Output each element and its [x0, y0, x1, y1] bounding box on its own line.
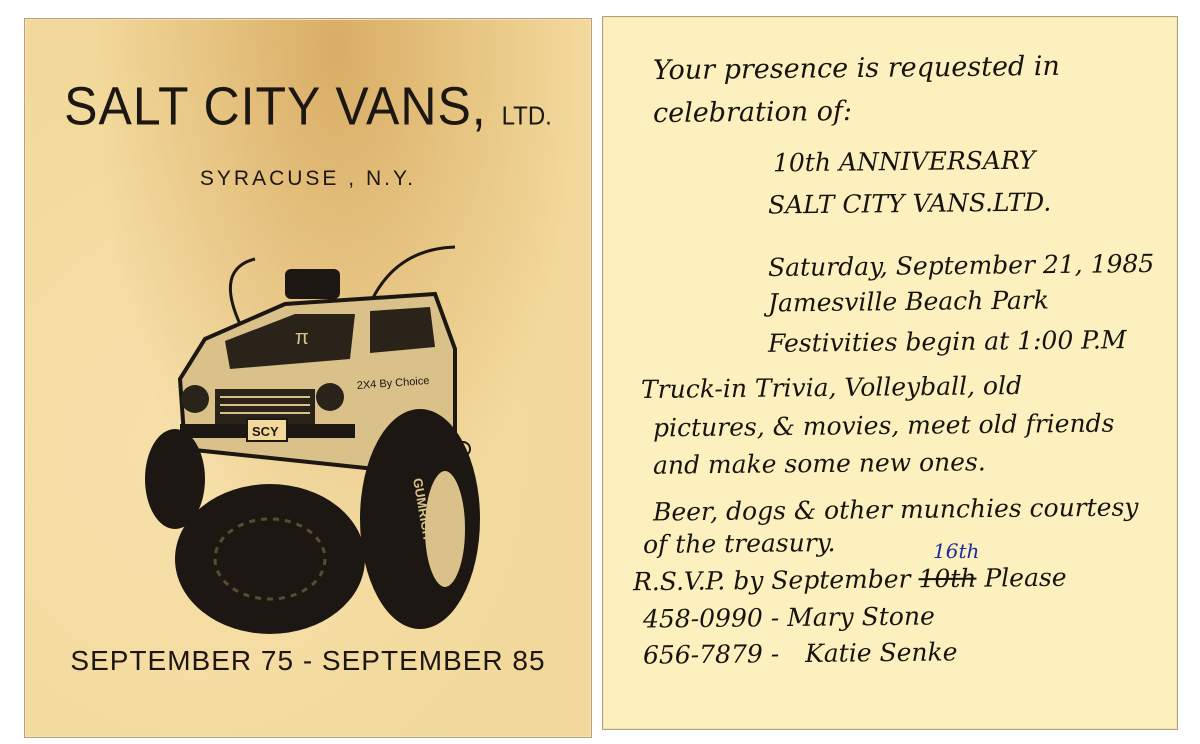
rsvp-prefix: R.S.V.P. by September	[632, 564, 911, 597]
activities-line-3: and make some new ones.	[652, 447, 986, 480]
date-line: Saturday, September 21, 1985	[767, 248, 1155, 283]
activities-line-2: pictures, & movies, meet old friends	[652, 408, 1115, 443]
time-line: Festivities begin at 1:00 P.M	[767, 325, 1127, 358]
food-line-1: Beer, dogs & other munchies courtesy	[652, 492, 1139, 527]
place-line: Jamesville Beach Park	[767, 285, 1050, 318]
food-line-2: of the treasury.	[642, 527, 836, 560]
contact-2-name: Katie Senke	[804, 637, 958, 668]
rsvp-line	[633, 563, 1067, 597]
rsvp-crossed-date: 10th	[918, 563, 977, 594]
svg-text:π: π	[295, 327, 309, 349]
contact-1-phone: 458-0990 -	[642, 603, 780, 634]
cover-title	[25, 75, 591, 138]
contact-1	[643, 601, 935, 633]
rsvp-suffix: Please	[984, 562, 1067, 593]
cover-title-suffix: LTD.	[501, 101, 552, 131]
intro-line-1: Your presence is requested in	[652, 50, 1061, 87]
van-plate: SCY	[252, 424, 279, 439]
contact-2	[643, 637, 958, 669]
van-illustration	[145, 229, 485, 634]
van-door-text: 2X4 By Choice	[356, 374, 430, 392]
tire-brand: GUMRICH	[410, 476, 436, 541]
activities-line-1: Truck-in Trivia, Volleyball, old	[640, 371, 1023, 404]
cover-title-main: SALT CITY VANS,	[64, 75, 487, 137]
event-line-1: 10th ANNIVERSARY	[772, 145, 1036, 178]
contact-1-name: Mary Stone	[786, 601, 935, 633]
contact-2-phone: 656-7879 -	[642, 639, 780, 670]
cover-sheet	[24, 18, 592, 738]
cover-location: SYRACUSE , N.Y.	[199, 167, 417, 190]
invitation-sheet	[602, 16, 1178, 730]
event-line-2: SALT CITY VANS.LTD.	[767, 187, 1052, 220]
intro-line-2: celebration of:	[652, 95, 853, 130]
cover-dates: SEPTEMBER 75 - SEPTEMBER 85	[70, 645, 546, 676]
rsvp-correction: 16th	[933, 539, 980, 563]
